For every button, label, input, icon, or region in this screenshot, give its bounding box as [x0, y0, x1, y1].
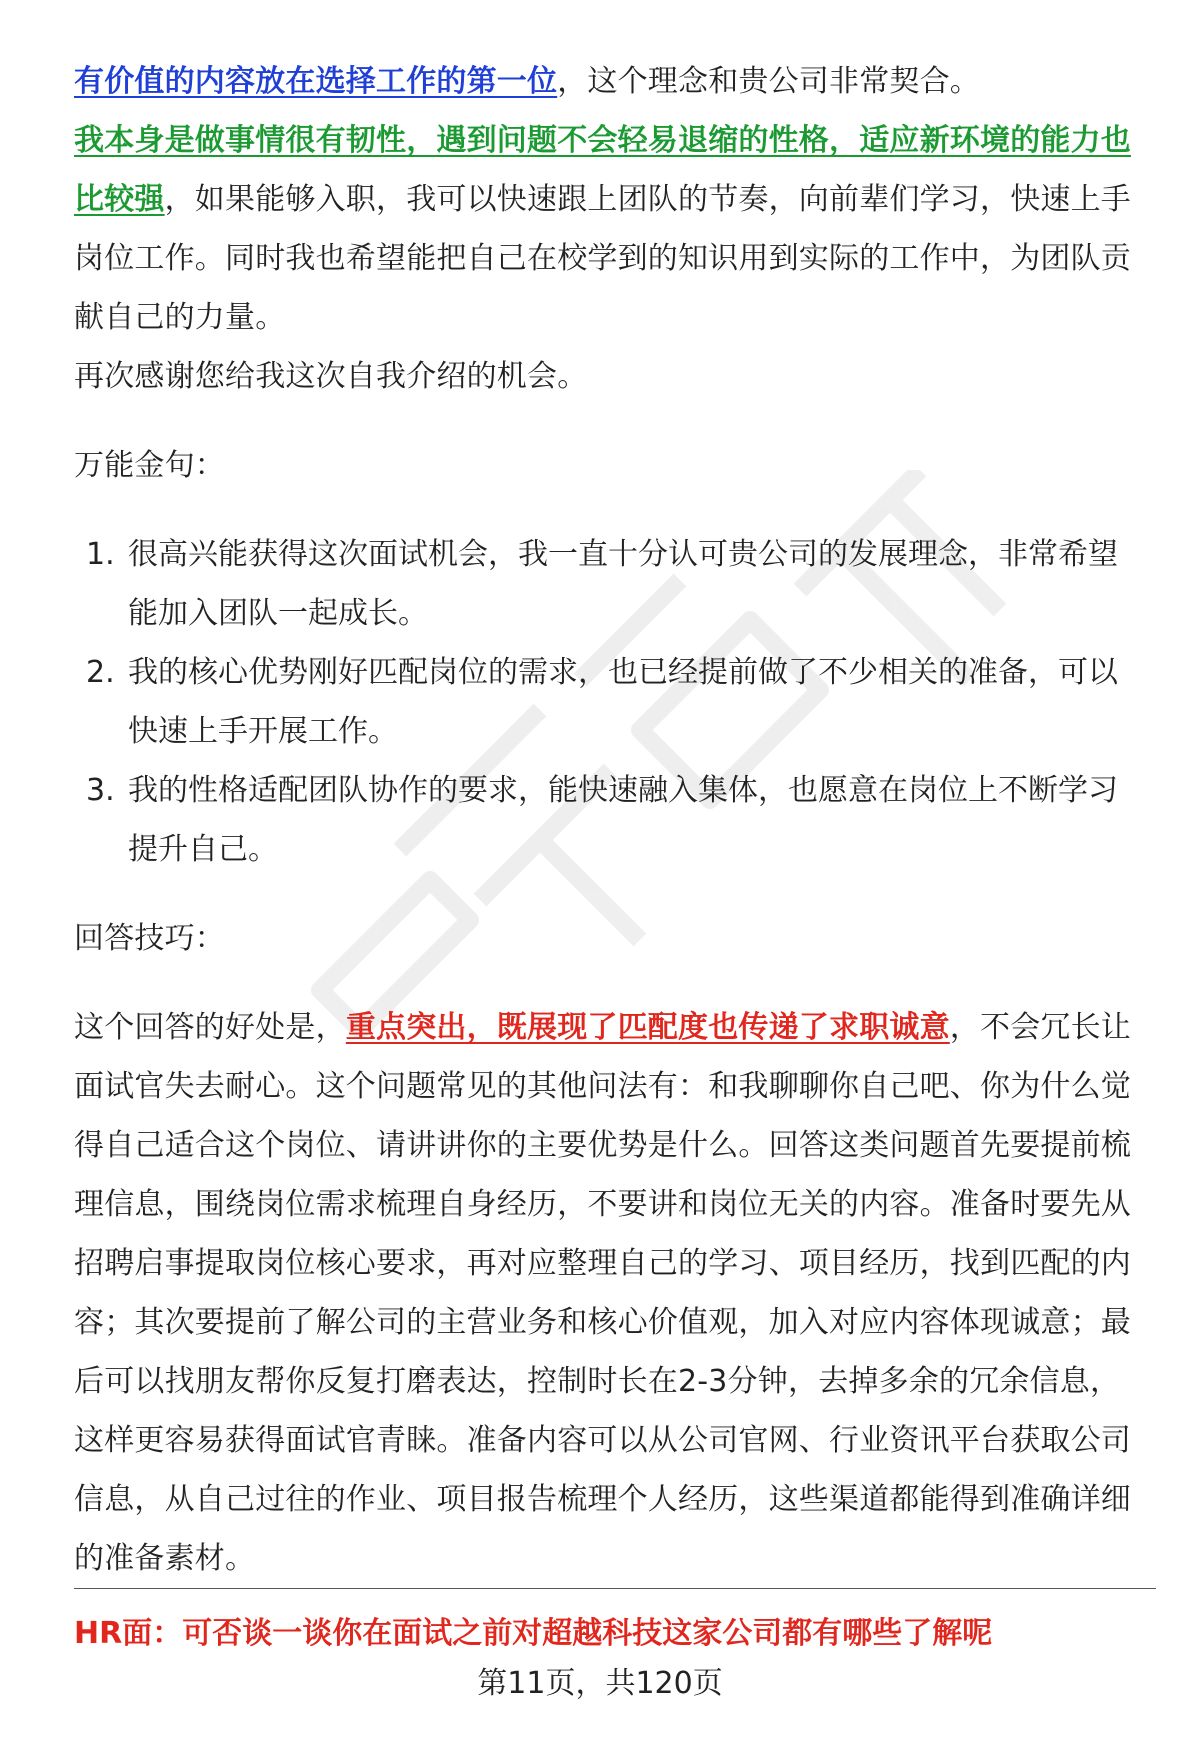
list-number: 2. — [86, 655, 115, 690]
page-number: 第11页，共120页 — [477, 1666, 723, 1701]
paragraph-company-fit — [74, 52, 1146, 111]
paragraph-text: ，不会冗长让面试官失去耐心。这个问题常见的其他问法有：和我聊聊你自己吧、你为什么觉得自己适合这个岗位、请讲讲你的主要优势是什么。回答这类问题首先要提前梳理信息，围绕岗位需求梳理自身经历，不要讲和岗位无关的内容。准备时要先从招聘启事提取岗位核心要求，再对应整理自己的学习、项目经历，找到匹配的内容；其次要提前了解公司的主营业务和核心价值观，加入对应内容体现诚意；最后可以找朋友帮你反复打磨表达，控制时长在2-3分钟，去掉多余的冗余信息，这样更容易获得面试官青睐。准备内容可以从公司官网、行业资讯平台获取公司信息，从自己过往的作业、项目报告梳理个人经历，这些渠道都能得到准确详细的准备素材。 — [74, 1010, 1132, 1576]
list-item — [74, 525, 1146, 643]
list-number: 1. — [86, 537, 115, 572]
section-divider — [74, 1588, 1156, 1589]
list-item — [74, 761, 1146, 879]
green-highlight: 我本身是做事情很有韧性，遇到问题不会轻易退缩的性格，适应新环境的能力也比较强 — [74, 123, 1131, 217]
list-text: 我的核心优势刚好匹配岗位的需求，也已经提前做了不少相关的准备，可以快速上手开展工作。 — [128, 655, 1118, 749]
paragraph-tips — [74, 998, 1146, 1588]
paragraph-text: ，如果能够入职，我可以快速跟上团队的节奏，向前辈们学习，快速上手岗位工作。同时我也希望能把自己在校学到的知识用到实际的工作中，为团队贡献自己的力量。 — [74, 182, 1132, 335]
paragraph-text: 这个回答的好处是， — [74, 1010, 346, 1045]
document-page — [74, 52, 1146, 1588]
paragraph-thanks: 再次感谢您给我这次自我介绍的机会。 — [74, 359, 588, 394]
blue-highlight: 有价值的内容放在选择工作的第一位 — [74, 64, 558, 99]
tips-heading: 回答技巧： — [74, 921, 225, 956]
golden-heading: 万能金句： — [74, 448, 225, 483]
next-question-heading: HR面：可否谈一谈你在面试之前对超越科技这家公司都有哪些了解呢 — [74, 1616, 993, 1651]
paragraph-text: ，这个理念和贵公司非常契合。 — [557, 64, 981, 99]
golden-sentences-list — [74, 525, 1146, 879]
red-highlight: 重点突出，既展现了匹配度也传递了求职诚意 — [345, 1010, 950, 1045]
list-number: 3. — [86, 773, 115, 808]
list-text: 很高兴能获得这次面试机会，我一直十分认可贵公司的发展理念，非常希望能加入团队一起成长。 — [128, 537, 1118, 631]
list-text: 我的性格适配团队协作的要求，能快速融入集体，也愿意在岗位上不断学习提升自己。 — [128, 773, 1118, 867]
list-item — [74, 643, 1146, 761]
paragraph-personality — [74, 111, 1146, 347]
